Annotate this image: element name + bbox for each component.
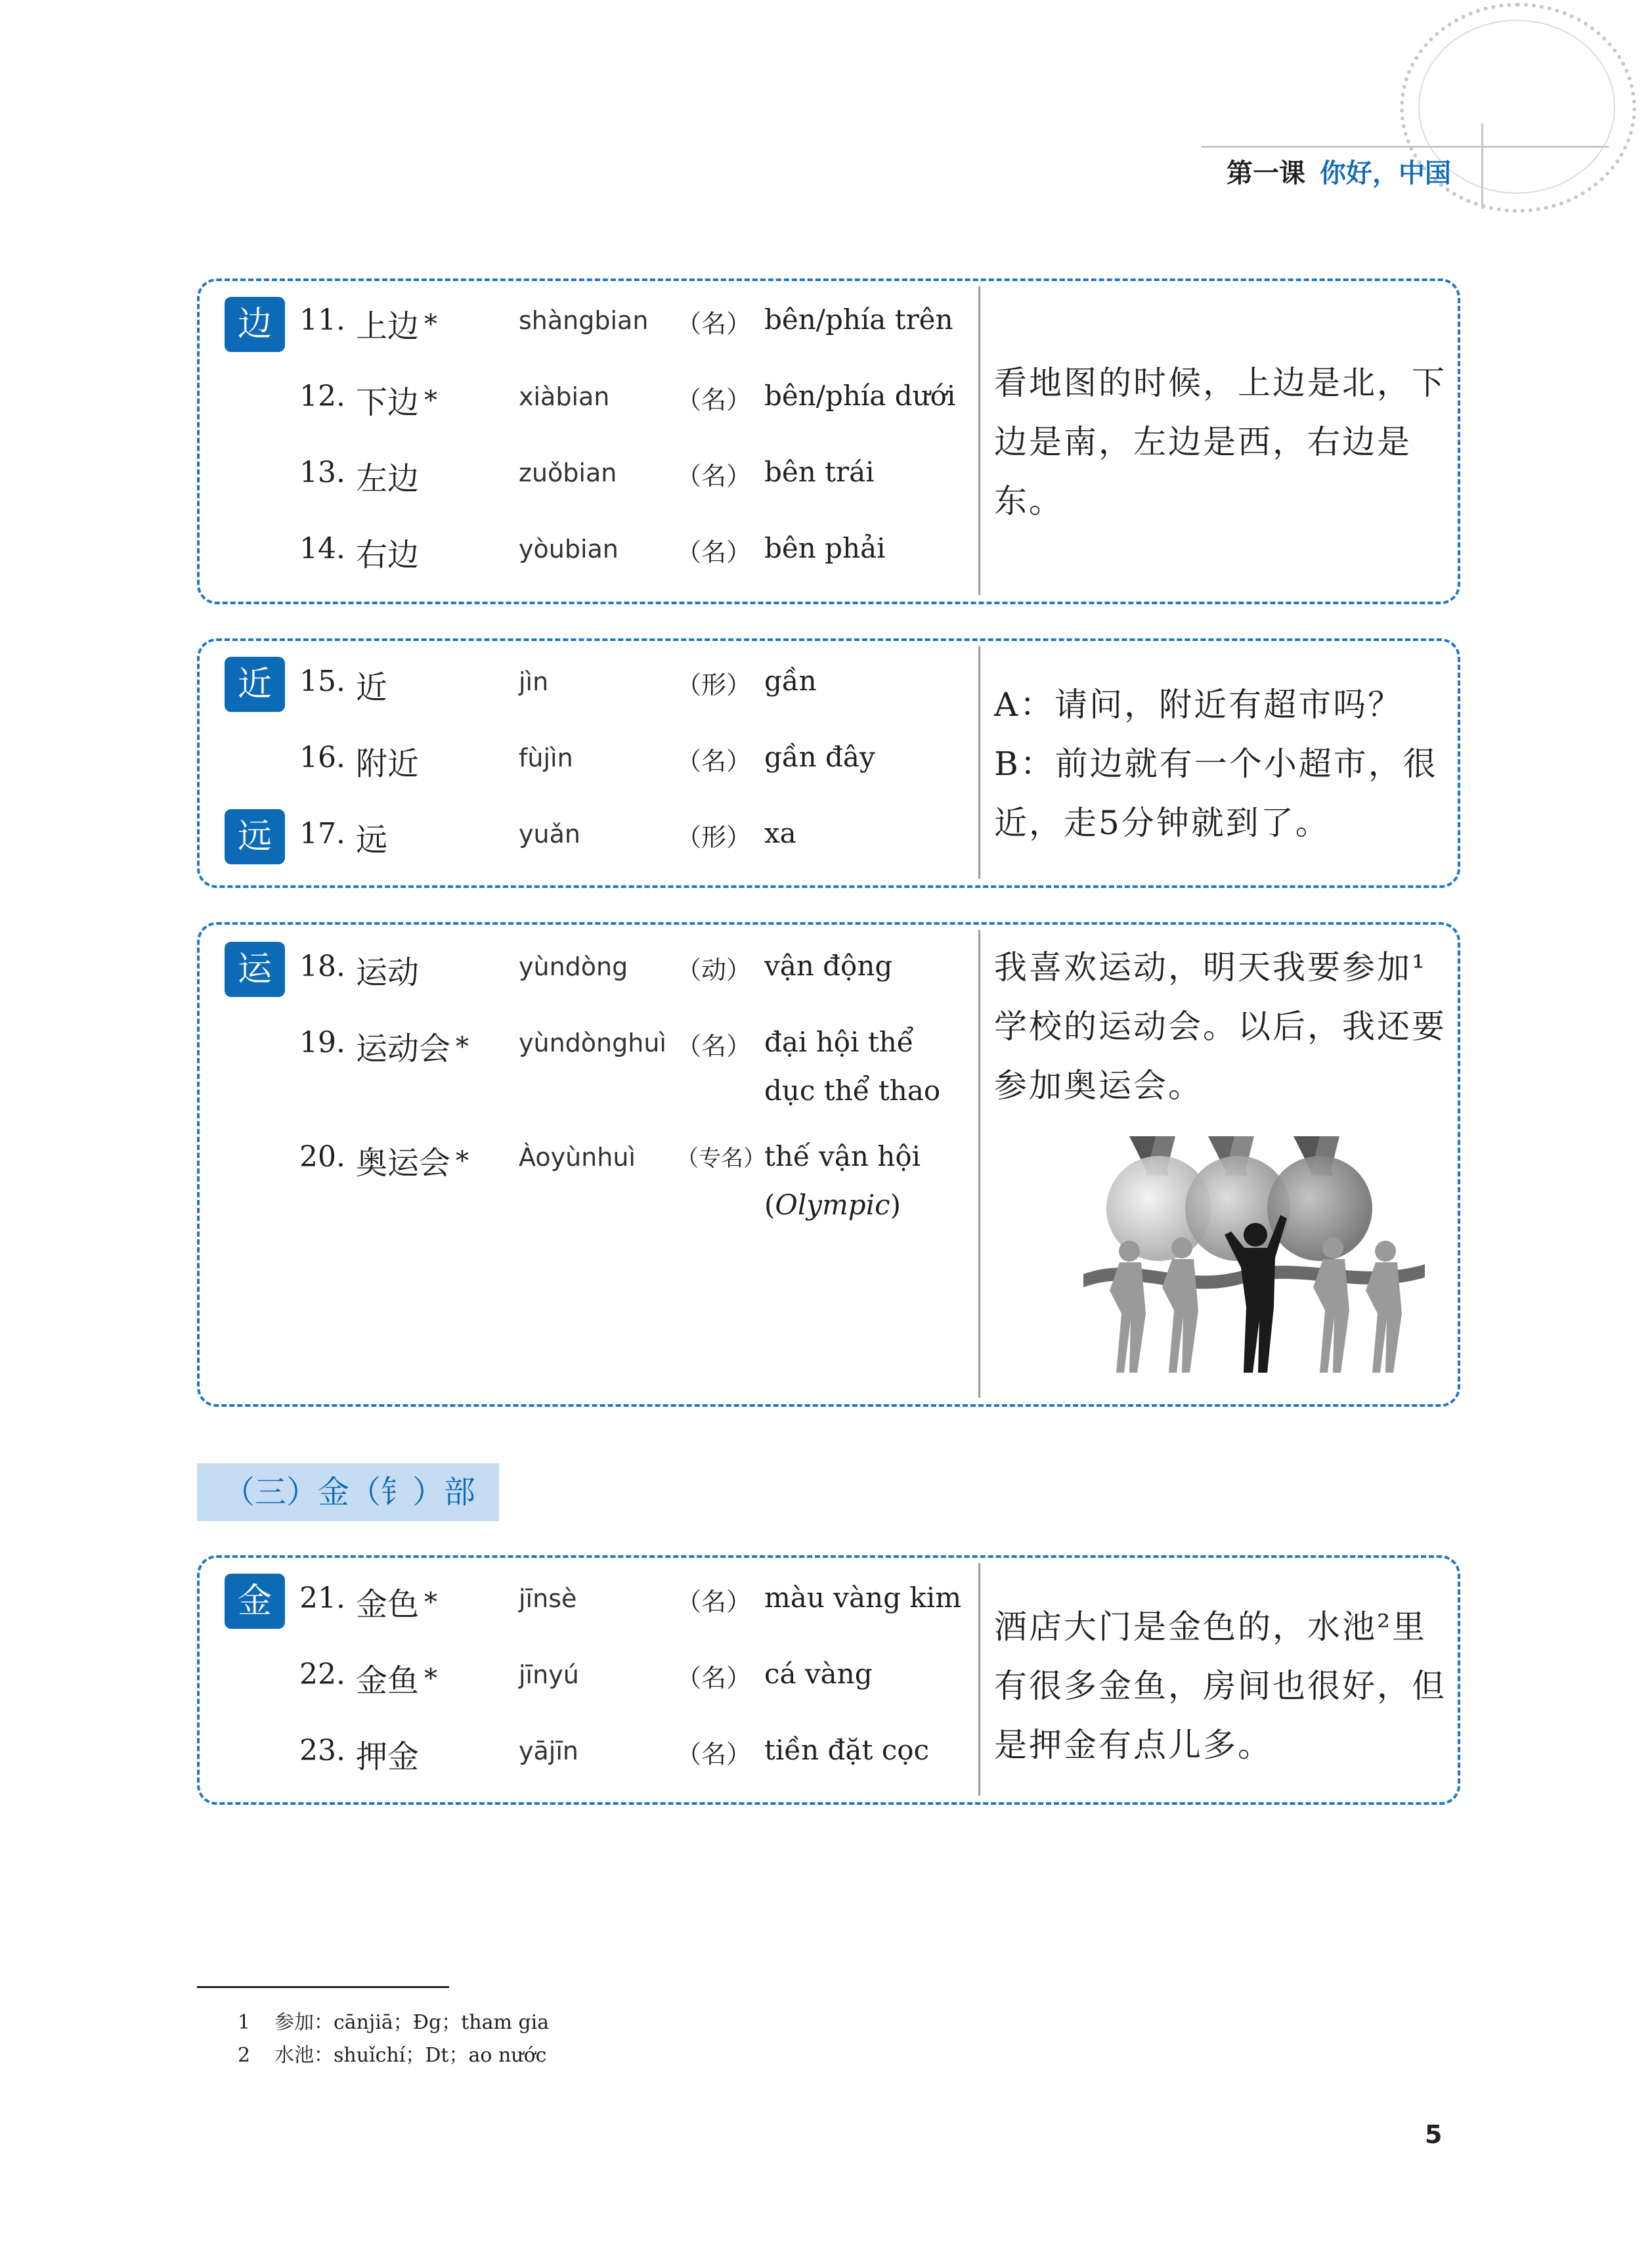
lesson-number: 第一课: [1227, 158, 1305, 188]
box-divider: [978, 646, 980, 879]
vocab-number: 19.: [299, 1026, 345, 1059]
vocab-meaning: đại hội thể dục thể thao: [764, 1026, 941, 1107]
vocab-meaning: bên/phía dưới: [764, 380, 956, 412]
header-rule-vertical: [1481, 123, 1483, 209]
footnote: 2 水池：shuǐchí；Dt；ao nước: [238, 2044, 547, 2067]
vocab-hanzi: 运动会 *: [356, 1030, 469, 1067]
footnote: 1 参加：cānjiā；Đg；tham gia: [238, 2011, 550, 2034]
vocab-pinyin: yājīn: [519, 1737, 578, 1765]
vocab-hanzi: 远: [356, 822, 388, 858]
vocab-pinyin: yuǎn: [519, 820, 580, 849]
vocab-part-of-speech: （名）: [676, 1740, 752, 1769]
example-dialogue: [994, 675, 1447, 852]
vocab-number: 11.: [299, 303, 345, 337]
vocab-number: 14.: [299, 532, 345, 565]
vocab-pinyin: yùndònghuì: [519, 1029, 666, 1057]
vocab-number: 21.: [299, 1582, 345, 1615]
vocab-part-of-speech: （名）: [676, 1587, 752, 1616]
vocab-pinyin: jīnyú: [519, 1660, 579, 1689]
vocab-part-of-speech: （名）: [676, 386, 752, 414]
vocab-hanzi: 金鱼 *: [356, 1662, 438, 1699]
vocab-meaning: thế vận hội (Olympic): [764, 1140, 921, 1221]
vocab-hanzi: 附近: [356, 745, 420, 782]
radical-badge: 近: [225, 657, 285, 712]
example-sentence: 酒店大门是金色的，水池²里有很多金鱼，房间也很好，但是押金有点儿多。: [994, 1608, 1446, 1764]
vocab-hanzi: 右边: [356, 537, 420, 573]
dialogue-line-a: A：请问，附近有超市吗？: [994, 686, 1403, 724]
radical-badge: 远: [225, 809, 285, 864]
radical-badge: 边: [225, 297, 285, 352]
vocab-number: 23.: [299, 1734, 345, 1767]
vocab-meaning: cá vàng: [764, 1658, 873, 1690]
vocab-pinyin: xiàbian: [519, 382, 610, 411]
vocab-pinyin: yùndòng: [519, 952, 628, 981]
page-header: [1227, 152, 1451, 190]
meaning-english: Olympic: [775, 1189, 890, 1221]
vocab-part-of-speech: （名）: [676, 1032, 752, 1061]
lesson-title: 你好，中国: [1320, 158, 1451, 188]
header-rule: [1202, 146, 1609, 148]
vocab-pinyin: yòubian: [519, 535, 619, 564]
vocab-number: 15.: [299, 665, 345, 698]
vocab-part-of-speech: （名）: [676, 538, 752, 567]
vocab-meaning: gần: [764, 665, 817, 697]
vocab-pinyin: shàngbian: [519, 306, 649, 335]
vocab-number: 12.: [299, 380, 345, 413]
vocab-pinyin: jīnsè: [519, 1584, 577, 1613]
vocab-meaning: màu vàng kim: [764, 1582, 962, 1614]
vocab-number: 13.: [299, 456, 345, 489]
vocab-pinyin: fùjìn: [519, 743, 573, 772]
vocab-part-of-speech: （名）: [676, 747, 752, 776]
example-sentence: 我喜欢运动，明天我要参加¹学校的运动会。以后，我还要参加奥运会。: [994, 948, 1446, 1105]
vocab-part-of-speech: （名）: [676, 462, 752, 491]
vocab-part-of-speech: （名）: [676, 309, 752, 338]
vocab-meaning: gần đây: [764, 741, 875, 773]
vocab-number: 18.: [299, 950, 345, 983]
vocab-meaning: tiền đặt cọc: [764, 1734, 930, 1766]
radical-badge: 金: [225, 1574, 285, 1629]
vocab-hanzi: 运动: [356, 954, 420, 991]
vocab-pinyin: zuǒbian: [519, 458, 617, 487]
vocab-number: 20.: [299, 1140, 345, 1174]
vocab-part-of-speech: （形）: [676, 671, 752, 699]
vocab-number: 17.: [299, 817, 345, 851]
vocab-meaning: xa: [764, 817, 796, 849]
vocab-part-of-speech: （形）: [676, 823, 752, 852]
vocab-part-of-speech: （名）: [676, 1664, 752, 1693]
vocab-meaning: bên phải: [764, 532, 886, 564]
vocab-pinyin: jìn: [519, 667, 549, 696]
vocab-hanzi: 近: [356, 669, 388, 706]
vocab-meaning: bên/phía trên: [764, 303, 953, 336]
footnote-rule: [197, 1986, 449, 1988]
vocab-number: 22.: [299, 1658, 345, 1691]
vocab-hanzi: 左边: [356, 460, 420, 497]
vocab-hanzi: 上边 *: [356, 308, 438, 345]
page-number: 5: [1425, 2120, 1443, 2149]
box-divider: [978, 930, 980, 1398]
vocab-part-of-speech: （动）: [676, 956, 752, 985]
vocab-number: 16.: [299, 741, 345, 774]
section-title: （三）金（钅）部: [197, 1463, 499, 1521]
vocab-hanzi: 奥运会 *: [356, 1145, 469, 1182]
vocab-pinyin: Àoyùnhuì: [519, 1143, 636, 1172]
vocab-hanzi: 金色 *: [356, 1586, 438, 1623]
vocab-meaning: bên trái: [764, 456, 875, 488]
vocab-meaning: vận động: [764, 950, 893, 982]
radical-badge: 运: [225, 942, 285, 997]
olympic-runners-medals-icon: [1083, 1136, 1425, 1379]
example-sentence: 看地图的时候，上边是北，下边是南，左边是西，右边是东。: [994, 364, 1446, 520]
box-divider: [978, 286, 980, 595]
vocab-hanzi: 下边 *: [356, 384, 438, 421]
dialogue-line-b: B：前边就有一个小超市，很近，走5分钟就到了。: [994, 745, 1438, 842]
vocab-hanzi: 押金: [356, 1738, 420, 1775]
vocab-part-of-speech: （专名）: [676, 1145, 766, 1172]
